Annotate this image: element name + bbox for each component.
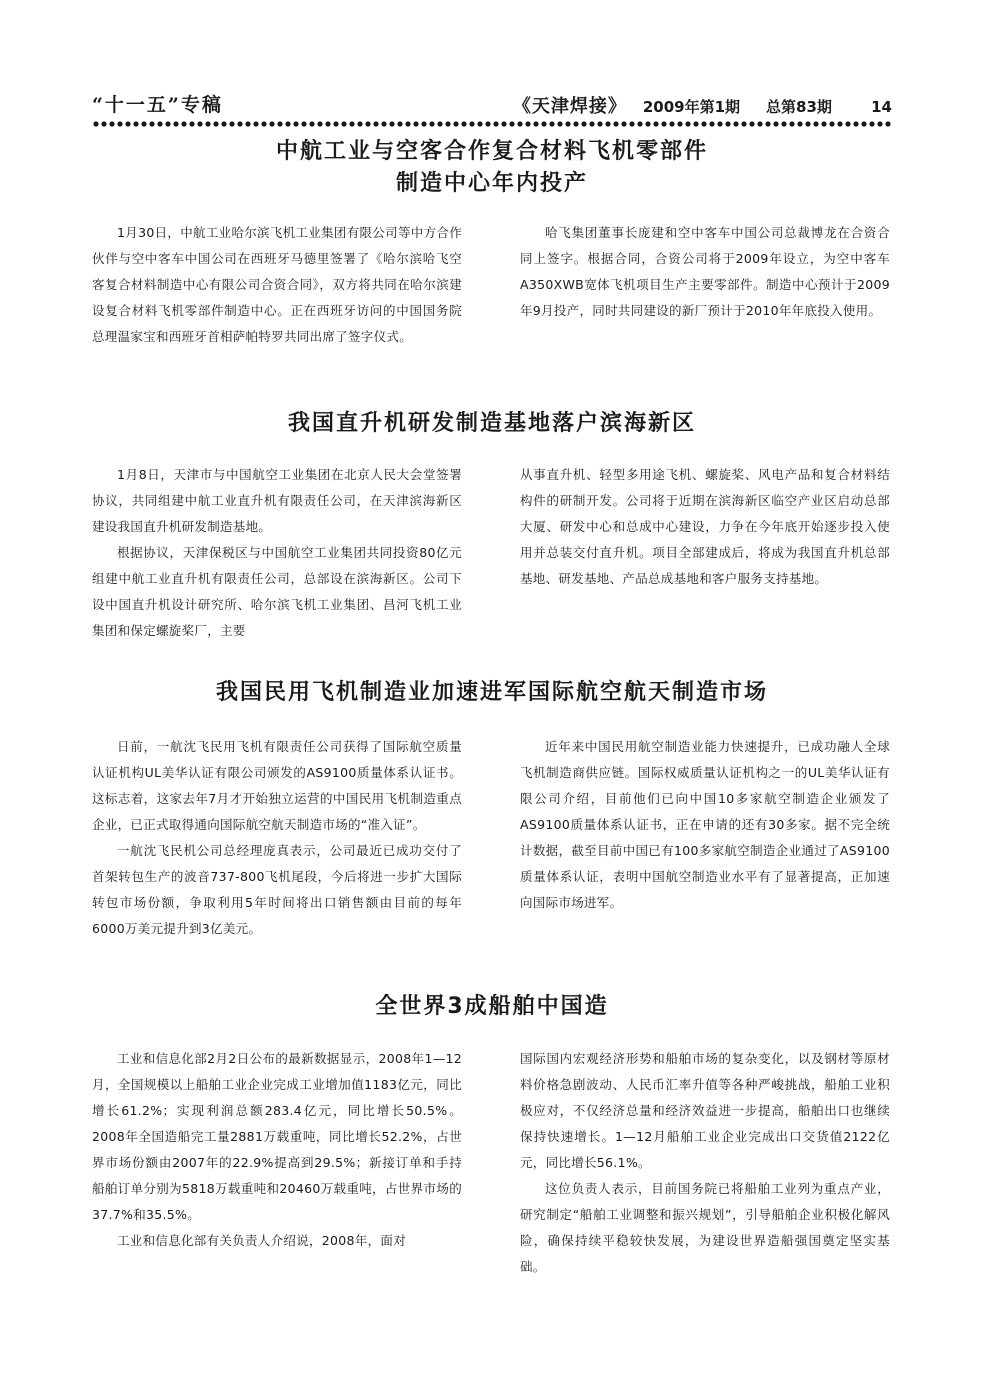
article-title <box>92 991 892 1023</box>
article-title <box>92 677 892 709</box>
article-title-line: 我国直升机研发制造基地落户滨海新区 <box>287 411 696 436</box>
paragraph: 1月30日，中航工业哈尔滨飞机工业集团有限公司等中方合作伙伴与空中客车中国公司在西班牙马德里签署了《哈尔滨哈飞空客复合材料制造中心有限公司合资合同》，双方将共同在哈尔滨建设复合材料飞机零部件制造中心。正在西班牙访问的中国国务院总理温家宝和西班牙首相萨帕特罗共同出席了签字仪式。 <box>92 225 462 344</box>
article-title-line: 我国民用飞机制造业加速进军国际航空航天制造市场 <box>215 680 768 705</box>
paragraph: 工业和信息化部2月2日公布的最新数据显示，2008年1—12月，全国规模以上船舶工业企业完成工业增加值1183亿元，同比增长61.2%；实现利润总额283.4亿元，同比增长50.5%。2008年全国造船完工量2881万载重吨，同比增长52.2%，占世界市场份额由2007年的22.9%提高到29.5%；新接订单和手持船舶订单分别为5818万载重吨和20460万载重吨，占世界市场的37.7%和35.5%。 <box>92 1051 462 1222</box>
article-column-left <box>92 462 462 644</box>
paragraph: 日前，一航沈飞民用飞机有限责任公司获得了国际航空质量认证机构UL美华认证有限公司颁发的AS9100质量体系认证书。这标志着，这家去年7月才开始独立运营的中国民用飞机制造重点企业，已正式取得通向国际航空航天制造市场的“准入证”。 <box>92 739 462 832</box>
article-column-right <box>520 462 890 592</box>
paragraph: 近年来中国民用航空制造业能力快速提升，已成功融人全球飞机制造商供应链。国际权威质量认证机构之一的UL美华认证有限公司介绍，目前他们已向中国10多家航空制造企业颁发了AS9100质量体系认证书，正在申请的还有30多家。据不完全统计数据，截至目前中国已有100多家航空制造企业通过了AS9100质量体系认证，表明中国航空制造业水平有了显著提高，正加速向国际市场进军。 <box>520 739 890 910</box>
article-column-left <box>92 734 462 942</box>
article-column-right <box>520 1046 890 1280</box>
publication-info <box>513 92 892 118</box>
page-number: 14 <box>871 98 892 116</box>
article-title <box>92 408 892 440</box>
paragraph: 一航沈飞民机公司总经理庞真表示，公司最近已成功交付了首架转包生产的波音737-800飞机尾段，今后将进一步扩大国际转包市场份额，争取利用5年时间将出口销售额由目前的每年6000万美元提升到3亿美元。 <box>92 843 462 936</box>
dotted-rule <box>92 118 892 130</box>
article-column-left <box>92 220 462 350</box>
article-title-line: 全世界3成船舶中国造 <box>375 994 609 1019</box>
paragraph: 哈飞集团董事长庞建和空中客车中国公司总裁博龙在合资合同上签字。根据合同，合资公司将于2009年设立，为空中客车A350XWB宽体飞机项目生产主要零部件。制造中心预计于2009年9月投产，同时共同建设的新厂预计于2010年年底投入使用。 <box>520 225 890 318</box>
paragraph: 从事直升机、轻型多用途飞机、螺旋桨、风电产品和复合材料结构件的研制开发。公司将于近期在滨海新区临空产业区启动总部大厦、研发中心和总成中心建设，力争在今年底开始逐步投入使用并总装交付直升机。项目全部建成后，将成为我国直升机总部基地、研发基地、产品总成基地和客户服务支持基地。 <box>520 467 890 586</box>
paragraph: 国际国内宏观经济形势和船舶市场的复杂变化，以及钢材等原材料价格急剧波动、人民币汇率升值等各种严峻挑战，船舶工业积极应对，不仅经济总量和经济效益进一步提高，船舶出口也继续保持快速增长。1—12月船舶工业企业完成出口交货值2122亿元，同比增长56.1%。 <box>520 1051 890 1170</box>
article-title <box>92 136 892 200</box>
paragraph: 这位负责人表示，目前国务院已将船舶工业列为重点产业，研究制定“船舶工业调整和振兴规划”，引导船舶企业积极化解风险，确保持续平稳较快发展，为建设世界造船强国奠定坚实基础。 <box>520 1181 890 1274</box>
issue-label: 2009年第1期 <box>642 98 741 116</box>
article-title-line: 中航工业与空客合作复合材料飞机零部件 <box>275 139 708 164</box>
journal-name: 《天津焊接》 <box>512 96 627 117</box>
article-column-left <box>92 1046 462 1254</box>
article-column-right <box>520 220 890 324</box>
running-header <box>92 90 892 118</box>
paragraph: 1月8日，天津市与中国航空工业集团在北京人民大会堂签署协议，共同组建中航工业直升机有限责任公司，在天津滨海新区建设我国直升机研发制造基地。 <box>92 467 462 534</box>
article-title-line: 制造中心年内投产 <box>395 171 588 196</box>
paragraph: 根据协议，天津保税区与中国航空工业集团共同投资80亿元组建中航工业直升机有限责任公司，总部设在滨海新区。公司下设中国直升机设计研究所、哈尔滨飞机工业集团、昌河飞机工业集团和保定螺旋桨厂，主要 <box>92 545 462 638</box>
section-label: “十一五”专稿 <box>92 94 223 116</box>
total-issue-label: 总第83期 <box>766 98 832 116</box>
article-column-right <box>520 734 890 916</box>
paragraph: 工业和信息化部有关负责人介绍说，2008年，面对 <box>117 1233 407 1248</box>
